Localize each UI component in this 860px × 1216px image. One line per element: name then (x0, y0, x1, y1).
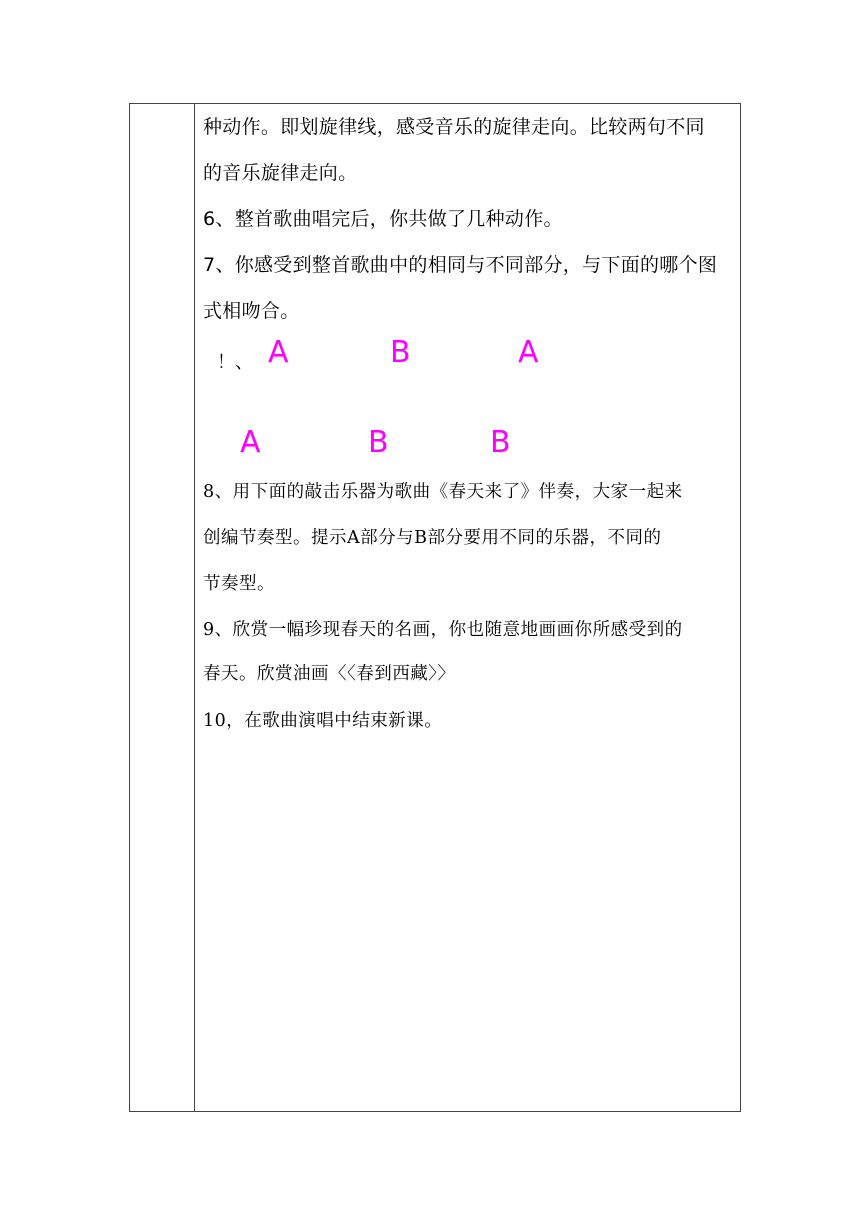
pattern-b-letter: B (490, 425, 511, 460)
pattern-b-letter: B (368, 425, 389, 460)
text-line: 节奏型。 (203, 574, 275, 594)
question-7: 7、你感受到整首歌曲中的相同与不同部分，与下面的哪个图 (203, 254, 718, 276)
text-line: 的音乐旋律走向。 (203, 162, 358, 184)
pattern-b-letter: A (240, 425, 261, 460)
column-divider (194, 103, 195, 1112)
pattern-a-letter: A (518, 335, 539, 370)
pattern-a-letter: A (268, 335, 289, 370)
question-8: 8、用下面的敲击乐器为歌曲《春天来了》伴奏，大家一起来 (203, 482, 683, 502)
pattern-a-letter: B (390, 335, 411, 370)
text-line: 创编节奏型。提示A部分与B部分要用不同的乐器，不同的 (203, 528, 662, 548)
text-line: 种动作。即划旋律线，感受音乐的旋律走向。比较两句不同 (203, 116, 705, 138)
question-6: 6、整首歌曲唱完后，你共做了几种动作。 (203, 208, 563, 230)
question-9: 9、欣赏一幅珍现春天的名画，你也随意地画画你所感受到的 (203, 620, 683, 640)
pattern-prefix: ！、 (217, 352, 253, 373)
text-line: 式相吻合。 (203, 300, 300, 322)
step-10: 10，在歌曲演唱中结束新课。 (203, 711, 443, 731)
text-line: 春天。欣赏油画〈〈春到西藏〉〉 (203, 664, 456, 684)
